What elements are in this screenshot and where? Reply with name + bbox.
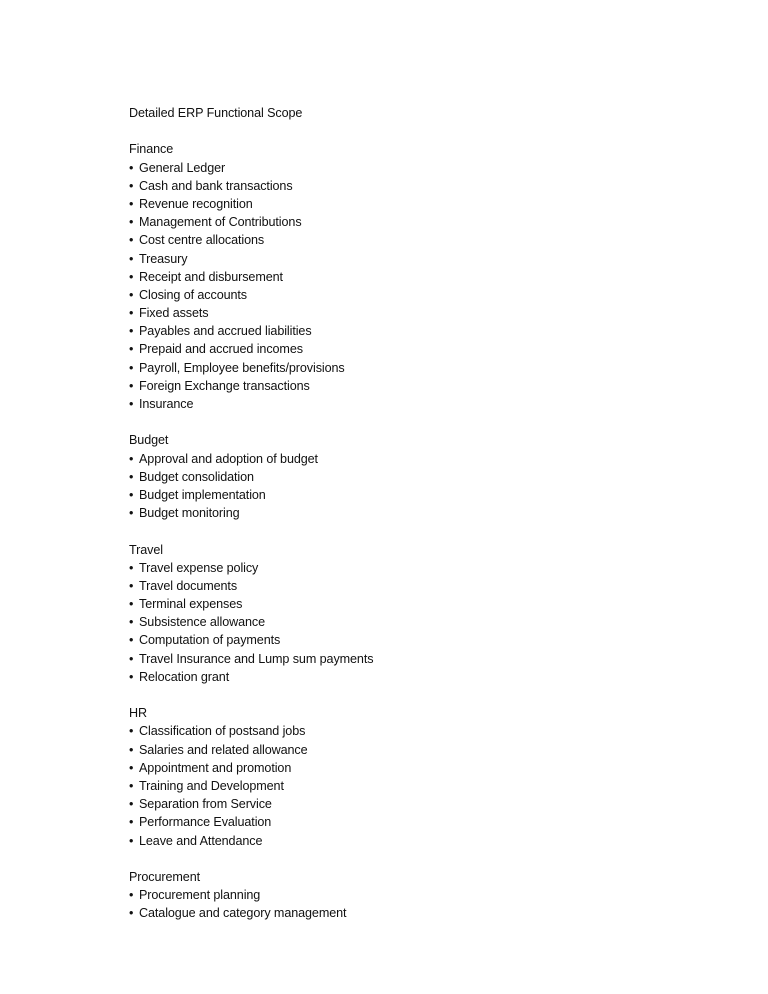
list-item: • Budget monitoring <box>129 504 689 522</box>
section-heading: Procurement <box>129 869 200 884</box>
bullet-icon: • <box>129 597 134 612</box>
bullet-icon: • <box>129 342 134 357</box>
blank-line <box>129 122 689 140</box>
bullet-icon: • <box>129 251 134 266</box>
bullet-icon: • <box>129 797 134 812</box>
list-item: • Computation of payments <box>129 631 689 649</box>
bullet-icon: • <box>129 833 134 848</box>
bullet-icon: • <box>129 760 134 775</box>
bullet-icon: • <box>129 269 134 284</box>
list-item: • Appointment and promotion <box>129 759 689 777</box>
list-item: • Budget implementation <box>129 486 689 504</box>
bullet-icon: • <box>129 669 134 684</box>
list-item: • Procurement planning <box>129 886 689 904</box>
list-item: • Subsistence allowance <box>129 613 689 631</box>
hr-list <box>129 722 689 849</box>
bullet-icon: • <box>129 215 134 230</box>
bullet-icon: • <box>129 506 134 521</box>
bullet-icon: • <box>129 360 134 375</box>
list-item: • Performance Evaluation <box>129 813 689 831</box>
section-hr <box>129 704 689 850</box>
list-item: • Leave and Attendance <box>129 832 689 850</box>
bullet-icon: • <box>129 651 134 666</box>
list-item: • Management of Contributions <box>129 213 689 231</box>
budget-list <box>129 450 689 523</box>
list-item: • Budget consolidation <box>129 468 689 486</box>
list-item: • Terminal expenses <box>129 595 689 613</box>
section-budget <box>129 431 689 522</box>
bullet-icon: • <box>129 324 134 339</box>
bullet-icon: • <box>129 888 134 903</box>
list-item: • Closing of accounts <box>129 286 689 304</box>
list-item: • Insurance <box>129 395 689 413</box>
list-item: • Salaries and related allowance <box>129 741 689 759</box>
list-item: • Catalogue and category management <box>129 904 689 922</box>
bullet-icon: • <box>129 633 134 648</box>
section-finance <box>129 140 689 413</box>
list-item: • Classification of postsand jobs <box>129 722 689 740</box>
list-item: • Cost centre allocations <box>129 231 689 249</box>
list-item: • Fixed assets <box>129 304 689 322</box>
list-item: • Travel expense policy <box>129 559 689 577</box>
section-heading: HR <box>129 706 147 721</box>
list-item: • Prepaid and accrued incomes <box>129 340 689 358</box>
bullet-icon: • <box>129 451 134 466</box>
list-item: • Training and Development <box>129 777 689 795</box>
bullet-icon: • <box>129 778 134 793</box>
bullet-icon: • <box>129 578 134 593</box>
blank-line <box>129 686 689 704</box>
list-item: • Cash and bank transactions <box>129 177 689 195</box>
finance-list <box>129 159 689 414</box>
bullet-icon: • <box>129 615 134 630</box>
section-heading: Travel <box>129 542 163 557</box>
bullet-icon: • <box>129 469 134 484</box>
list-item: • Treasury <box>129 250 689 268</box>
list-item: • Relocation grant <box>129 668 689 686</box>
section-travel <box>129 541 689 687</box>
list-item: • Approval and adoption of budget <box>129 450 689 468</box>
list-item: • Payables and accrued liabilities <box>129 322 689 340</box>
bullet-icon: • <box>129 906 134 921</box>
document-page <box>129 104 689 922</box>
list-item: • Payroll, Employee benefits/provisions <box>129 359 689 377</box>
bullet-icon: • <box>129 233 134 248</box>
bullet-icon: • <box>129 397 134 411</box>
blank-line <box>129 522 689 540</box>
bullet-icon: • <box>129 178 134 193</box>
list-item: • Travel documents <box>129 577 689 595</box>
blank-line <box>129 413 689 431</box>
blank-line <box>129 850 689 868</box>
list-item: • General Ledger <box>129 159 689 177</box>
bullet-icon: • <box>129 815 134 830</box>
bullet-icon: • <box>129 742 134 757</box>
bullet-icon: • <box>129 560 134 575</box>
section-procurement <box>129 868 689 923</box>
list-item: • Travel Insurance and Lump sum payments <box>129 650 689 668</box>
procurement-list <box>129 886 689 922</box>
bullet-icon: • <box>129 487 134 502</box>
travel-list <box>129 559 689 686</box>
section-heading: Budget <box>129 433 169 448</box>
list-item: • Revenue recognition <box>129 195 689 213</box>
list-item: • Foreign Exchange transactions <box>129 377 689 395</box>
bullet-icon: • <box>129 724 134 739</box>
list-item: • Receipt and disbursement <box>129 268 689 286</box>
list-item: • Separation from Service <box>129 795 689 813</box>
bullet-icon: • <box>129 160 134 175</box>
bullet-icon: • <box>129 378 134 393</box>
document-title: Detailed ERP Functional Scope <box>129 106 303 120</box>
section-heading: Finance <box>129 142 174 157</box>
bullet-icon: • <box>129 306 134 321</box>
bullet-icon: • <box>129 196 134 211</box>
bullet-icon: • <box>129 287 134 302</box>
